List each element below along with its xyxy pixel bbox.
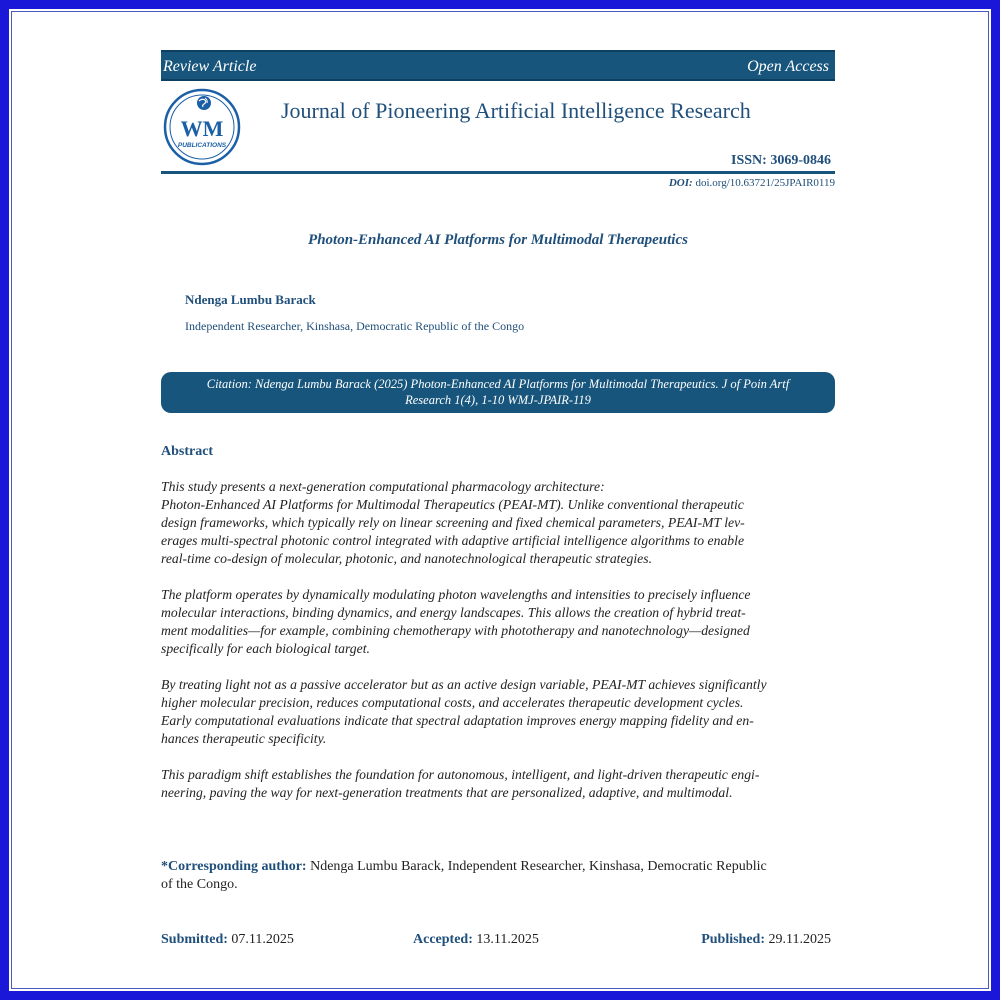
accepted-value: 13.11.2025 — [472, 932, 539, 947]
doi-label: DOI: — [668, 177, 693, 189]
wm-publications-logo — [163, 88, 241, 166]
abstract-line: Photon-Enhanced AI Platforms for Multimodal Therapeutics (PEAI-MT). Unlike conventional therapeutic — [161, 497, 744, 512]
journal-title: Journal of Pioneering Artificial Intelligence Research — [281, 98, 751, 123]
submitted-date — [161, 932, 294, 948]
abstract-line: This study presents a next-generation computational pharmacology architecture: — [161, 479, 605, 494]
abstract-line: ment modalities—for example, combining chemotherapy with phototherapy and nanotechnology—designed — [161, 623, 750, 638]
article-type: Review Article — [163, 58, 257, 75]
submitted-label: Submitted: — [161, 932, 228, 947]
corresponding-author — [161, 858, 835, 894]
logo-text: WM — [180, 116, 224, 141]
abstract-paragraph-3 — [161, 676, 835, 748]
author-affiliation: Independent Researcher, Kinshasa, Democratic Republic of the Congo — [185, 319, 525, 333]
abstract-line: erages multi-spectral photonic control integrated with adaptive artificial intelligence algorithms to enable — [161, 533, 745, 548]
published-date — [701, 932, 831, 948]
abstract-paragraph-1 — [161, 478, 835, 568]
globe-icon — [197, 96, 211, 110]
published-value: 29.11.2025 — [765, 932, 831, 947]
accepted-label: Accepted: — [413, 932, 473, 947]
paper-title: Photon-Enhanced AI Platforms for Multimodal Therapeutics — [308, 232, 688, 248]
author-name: Ndenga Lumbu Barack — [185, 292, 316, 307]
corresponding-label: *Corresponding author: — [161, 859, 307, 874]
article-dates — [161, 932, 835, 952]
corresponding-text-1: Ndenga Lumbu Barack, Independent Researcher, Kinshasa, Democratic Republic — [306, 859, 767, 874]
header-bar — [161, 50, 835, 81]
abstract-line: hances therapeutic specificity. — [161, 731, 327, 746]
abstract-line: By treating light not as a passive accelerator but as an active design variable, PEAI-MT achieves significantly — [161, 677, 767, 692]
abstract-body — [161, 478, 835, 820]
abstract-line: specifically for each biological target. — [161, 641, 370, 656]
corresponding-text-2: of the Congo. — [161, 877, 238, 892]
doi — [669, 177, 835, 189]
abstract-paragraph-4 — [161, 766, 835, 802]
header-rule — [161, 171, 835, 174]
logo-subtext: PUBLICATIONS — [177, 142, 227, 149]
submitted-value: 07.11.2025 — [227, 932, 294, 947]
abstract-paragraph-2 — [161, 586, 835, 658]
abstract-line: Early computational evaluations indicate that spectral adaptation improves energy mapping fidelity and en- — [161, 713, 754, 728]
abstract-line: real-time co-design of molecular, photonic, and nanotechnological therapeutic strategies. — [161, 551, 653, 566]
access-type: Open Access — [747, 58, 829, 75]
abstract-line: higher molecular precision, reduces computational costs, and accelerates therapeutic development cycles. — [161, 695, 744, 710]
doi-link[interactable]: doi.org/10.63721/25JPAIR0119 — [695, 177, 835, 189]
citation-line-1: Citation: Ndenga Lumbu Barack (2025) Photon-Enhanced AI Platforms for Multimodal Therapeutics. J of Poin Artf — [206, 377, 790, 391]
abstract-line: The platform operates by dynamically modulating photon wavelengths and intensities to precisely influence — [161, 587, 751, 602]
abstract-line: molecular interactions, binding dynamics, and energy landscapes. This allows the creation of hybrid treat- — [161, 605, 746, 620]
issn: ISSN: 3069-0846 — [731, 153, 831, 168]
citation-box — [161, 372, 835, 413]
accepted-date — [413, 932, 539, 948]
citation-line-2: Research 1(4), 1-10 WMJ-JPAIR-119 — [405, 393, 591, 407]
abstract-line: This paradigm shift establishes the foundation for autonomous, intelligent, and light-driven therapeutic engi- — [161, 767, 760, 782]
published-label: Published: — [701, 932, 766, 947]
abstract-line: neering, paving the way for next-generation treatments that are personalized, adaptive, and multimodal. — [161, 785, 733, 800]
abstract-line: design frameworks, which typically rely on linear screening and fixed chemical parameters, PEAI-MT lev- — [161, 515, 745, 530]
abstract-heading: Abstract — [161, 444, 214, 459]
